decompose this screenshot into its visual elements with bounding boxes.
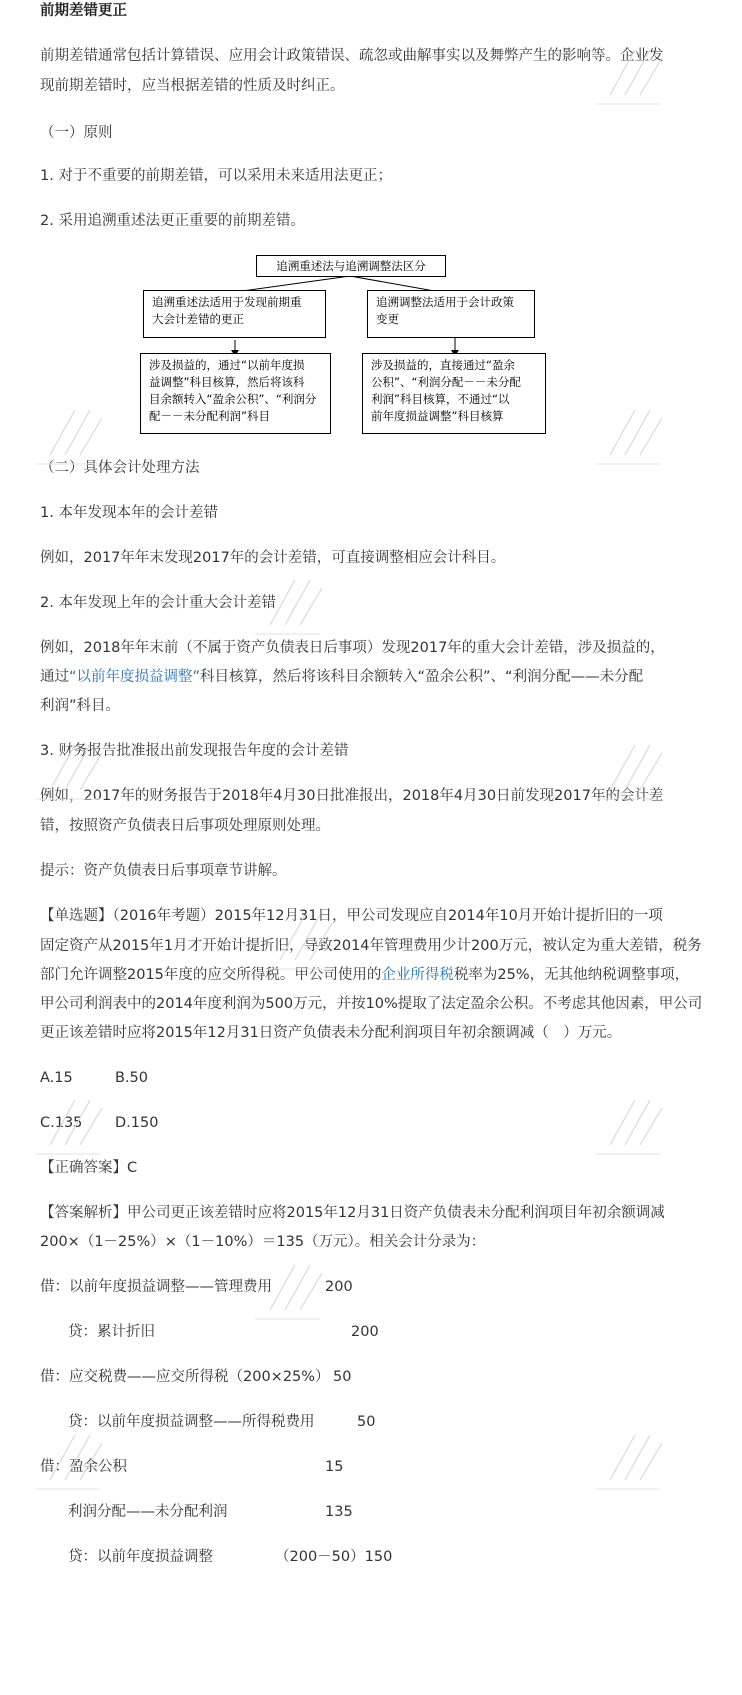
diagram-left-bottom-line: 配－－未分配利润”科目 — [149, 409, 270, 423]
prior-year-adjustment-link[interactable]: “以前年度损益调整” — [69, 669, 201, 685]
entry-amount: （200－50）150 — [275, 1549, 393, 1565]
entry-label: 借：盈余公积 — [40, 1459, 127, 1475]
diagram-left-top-box — [143, 290, 326, 338]
section-3-line-2: 错，按照资产负债表日后事项处理原则处理。 — [40, 818, 330, 834]
diagram-right-top-line: 追溯调整法适用于会计政策 — [376, 295, 514, 309]
analysis-line-2: 200×（1－25%）×（1－10%）＝135（万元）。相关会计分录为： — [40, 1234, 486, 1250]
section-3-title: 3. 财务报告批准报出前发现报告年度的会计差错 — [40, 743, 349, 759]
entry-label: 贷：累计折旧 — [68, 1324, 155, 1340]
question-line-3-post: 税率为25%，无其他纳税调整事项， — [453, 967, 690, 983]
watermark-mark — [590, 40, 670, 110]
entry-label: 借：应交税费——应交所得税（200×25%） — [40, 1369, 330, 1385]
diagram-right-bottom-line: 涉及损益的，直接通过“盈余 — [371, 358, 515, 372]
section-3-line-1: 例如，2017年的财务报告于2018年4月30日批准报出，2018年4月30日前发现2017年的会计差 — [40, 788, 664, 804]
section-2-line-2 — [40, 666, 643, 688]
question-line-1: 【单选题】（2016年考题）2015年12月31日，甲公司发现应自2014年10月开始计提折旧的一项 — [40, 908, 663, 924]
watermark-mark — [590, 735, 670, 805]
watermark-mark — [590, 1425, 670, 1495]
principle-item-2: 2. 采用追溯重述法更正重要的前期差错。 — [40, 213, 305, 229]
question-line-3 — [40, 964, 689, 986]
question-line-5: 更正该差错时应将2015年12月31日资产负债表未分配利润项目年初余额调减（ ）万元。 — [40, 1025, 622, 1041]
diagram-right-bottom-line: 公积”、“利润分配－－未分配 — [371, 375, 521, 389]
watermark-mark — [260, 905, 340, 975]
watermark-mark — [30, 400, 110, 470]
diagram-right-bottom-line: 利润”科目核算，不通过“以 — [371, 392, 510, 406]
watermark-mark — [590, 1090, 670, 1160]
section-2-line-2-post: 科目核算，然后将该科目余额转入“盈余公积”、“利润分配——未分配 — [200, 669, 644, 685]
section-1-example: 例如，2017年年末发现2017年的会计差错，可直接调整相应会计科目。 — [40, 550, 506, 566]
option-b: B.50 — [115, 1070, 149, 1086]
section-1-title: 1. 本年发现本年的会计差错 — [40, 505, 218, 521]
diagram-root-box — [256, 255, 446, 277]
principle-item-1: 1. 对于不重要的前期差错，可以采用未来适用法更正； — [40, 168, 392, 184]
question-line-4: 甲公司利润表中的2014年度利润为500万元，并按10%提取了法定盈余公积。不考虑其他因素，甲公司 — [40, 996, 703, 1012]
diagram-right-bottom-box — [362, 353, 546, 434]
entry-label: 借：以前年度损益调整——管理费用 — [40, 1279, 272, 1295]
question-line-2: 固定资产从2015年1月才开始计提折旧，导致2014年管理费用少计200万元，被认定为重大差错，税务 — [40, 938, 702, 954]
correct-answer: 【正确答案】C — [40, 1160, 138, 1176]
option-c: C.135 — [40, 1115, 83, 1131]
principles-heading: （一）原则 — [40, 125, 113, 141]
entry-amount: 135 — [325, 1504, 353, 1520]
entry-label: 利润分配——未分配利润 — [68, 1504, 228, 1520]
diagram-left-bottom-box — [140, 353, 331, 434]
intro-line-2: 现前期差错时，应当根据差错的性质及时纠正。 — [40, 78, 345, 94]
entry-amount: 15 — [325, 1459, 344, 1475]
corporate-income-tax-link[interactable]: 企业所得税 — [381, 967, 454, 983]
entry-amount: 200 — [351, 1324, 379, 1340]
option-d: D.150 — [115, 1115, 159, 1131]
entry-amount: 50 — [357, 1414, 376, 1430]
entry-amount: 50 — [333, 1369, 352, 1385]
section-2-line-3: 利润”科目。 — [40, 698, 121, 714]
analysis-line-1: 【答案解析】甲公司更正该差错时应将2015年12月31日资产负债表未分配利润项目年初余额调减 — [40, 1205, 665, 1221]
intro-line-1: 前期差错通常包括计算错误、应用会计政策错误、疏忽或曲解事实以及舞弊产生的影响等。企业发 — [40, 48, 664, 64]
methods-heading: （二）具体会计处理方法 — [40, 460, 200, 476]
diagram-left-top-line: 大会计差错的更正 — [152, 312, 244, 326]
diagram-left-bottom-line: 目余额转入“盈余公积”、“利润分 — [149, 392, 317, 406]
diagram-left-bottom-line: 涉及损益的，通过“以前年度损 — [149, 358, 305, 372]
question-line-3-pre: 部门允许调整2015年度的应交所得税。甲公司使用的 — [40, 967, 382, 983]
watermark-mark — [30, 1425, 110, 1495]
option-a: A.15 — [40, 1070, 73, 1086]
watermark-mark — [590, 400, 670, 470]
entry-amount: 200 — [325, 1279, 353, 1295]
watermark-mark — [250, 1255, 330, 1325]
watermark-mark — [30, 735, 110, 805]
diagram-right-top-line: 变更 — [376, 312, 399, 326]
page-title: 前期差错更正 — [40, 3, 127, 19]
diagram-right-bottom-line: 前年度损益调整”科目核算 — [371, 409, 504, 423]
section-2-line-2-pre: 通过 — [40, 669, 69, 685]
entry-label: 贷：以前年度损益调整 — [68, 1549, 213, 1565]
section-2-title: 2. 本年发现上年的会计重大会计差错 — [40, 595, 276, 611]
tip-text: 提示：资产负债表日后事项章节讲解。 — [40, 863, 287, 879]
watermark-mark — [250, 570, 330, 640]
diagram-right-top-box — [367, 290, 535, 338]
section-2-line-1: 例如，2018年年末前（不属于资产负债表日后事项）发现2017年的重大会计差错，涉及损益的， — [40, 640, 665, 656]
diagram-left-top-line: 追溯重述法适用于发现前期重 — [152, 295, 302, 309]
diagram-root-text: 追溯重述法与追溯调整法区分 — [276, 259, 426, 273]
watermark-mark — [30, 1090, 110, 1160]
entry-label: 贷：以前年度损益调整——所得税费用 — [68, 1414, 315, 1430]
diagram-left-bottom-line: 益调整”科目核算，然后将该科 — [149, 375, 305, 389]
